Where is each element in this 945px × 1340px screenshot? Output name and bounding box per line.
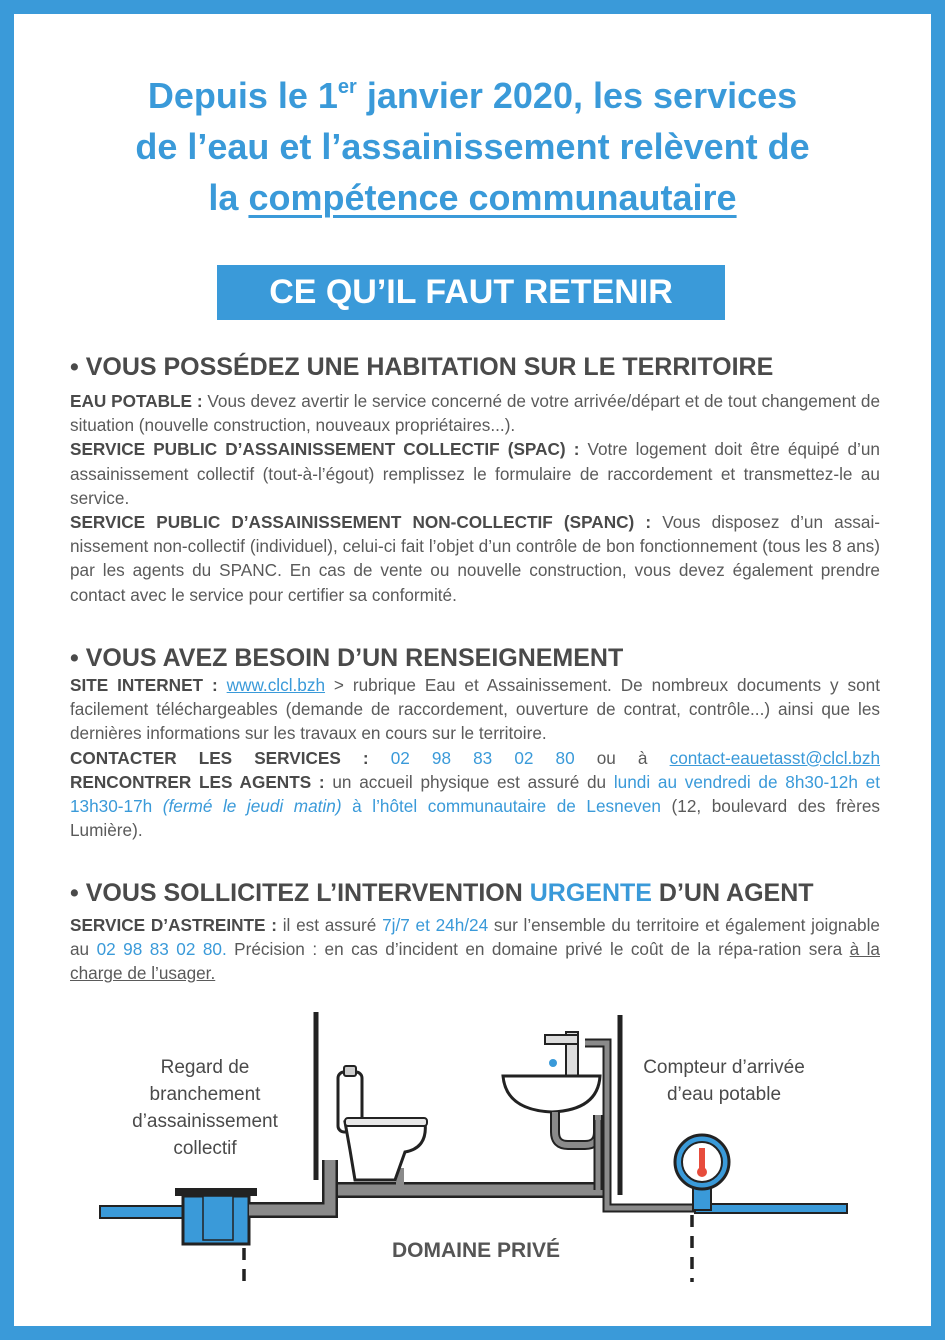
label-regard-line2: branchement xyxy=(149,1084,261,1105)
section-habitation-title: • VOUS POSSÉDEZ UNE HABITATION SUR LE TERRITOIRE xyxy=(70,353,774,381)
section-renseignement-body xyxy=(70,673,880,842)
contact-email-link[interactable]: contact-eauetasst@clcl.bzh xyxy=(669,747,881,768)
label-regard-branchement xyxy=(112,1054,298,1162)
urgence-title-start: • VOUS SOLLICITEZ L’INTERVENTION xyxy=(70,879,530,907)
title-underlined-phrase: compétence communautaire xyxy=(248,177,737,218)
urgence-title-end: D’UN AGENT xyxy=(651,879,814,907)
sewer-main-pipe xyxy=(100,1206,192,1218)
summary-banner-text: CE QU’IL FAUT RETENIR xyxy=(269,273,673,311)
label-regard-line4: collectif xyxy=(173,1138,237,1159)
label-regard-line3: d’assainissement xyxy=(132,1111,278,1132)
spanc-text: Vous disposez d’un assai-nissement non-collectif (individuel), celui-ci fait l’objet d’un contrôle de bon fonctionnement (tous les 8 ans) par les agents du SPANC. En cas de vente ou nouvelle construction, vous devez également prendre contact avec le service pour certifier sa conformité. xyxy=(70,512,880,605)
astreinte-hours: 7j/7 et 24h/24 xyxy=(382,915,489,935)
water-main-pipe xyxy=(695,1204,847,1213)
domaine-prive-label: DOMAINE PRIVÉ xyxy=(392,1239,561,1262)
water-meter-icon xyxy=(675,1135,729,1210)
spac-label: SERVICE PUBLIC D’ASSAINISSEMENT COLLECTIF (SPAC) : xyxy=(70,439,580,460)
contact-phone[interactable]: 02 98 83 02 80 xyxy=(390,747,575,768)
site-internet-label: SITE INTERNET : xyxy=(70,675,218,695)
section-urgence-title xyxy=(70,879,814,908)
page-title xyxy=(60,70,885,223)
opening-hours: lundi au vendredi de 8h30-12h et 13h30-17h xyxy=(70,771,881,817)
spanc-label: SERVICE PUBLIC D’ASSAINISSEMENT NON-COLLECTIF (SPANC) : xyxy=(70,512,652,533)
summary-banner xyxy=(217,265,725,320)
agents-label: RENCONTRER LES AGENTS : xyxy=(70,771,325,792)
section-renseignement-title: • VOUS AVEZ BESOIN D’UN RENSEIGNEMENT xyxy=(70,644,624,672)
label-compteur-line1: Compteur d’arrivée xyxy=(643,1057,805,1078)
astreinte-text-3: Précision : en cas d’incident en domaine privé le coût de la répa-ration sera xyxy=(226,939,850,960)
office-address: (12, boulevard des frères Lumière). xyxy=(70,796,880,841)
eau-potable-text: Vous devez avertir le service concerné de votre arrivée/départ et de tout changement de situation (nouvelle construction, nouveaux propriétaires...). xyxy=(70,391,881,436)
title-line1-start: Depuis le 1 xyxy=(147,75,338,116)
label-compteur-line2: d’eau potable xyxy=(666,1084,782,1105)
section-habitation-body xyxy=(70,389,880,607)
title-ordinal: er xyxy=(337,76,357,98)
charge-usager: à la charge de l’usager. xyxy=(70,939,880,984)
astreinte-label: SERVICE D’ASTREINTE : xyxy=(70,915,277,935)
sink-icon xyxy=(503,1032,600,1190)
title-line3-start: la xyxy=(208,177,249,218)
label-regard-line1: Regard de xyxy=(160,1057,250,1078)
section-urgence-body xyxy=(70,913,880,986)
eau-potable-label: EAU POTABLE : xyxy=(70,391,203,411)
title-line1-end: janvier 2020, les services xyxy=(356,75,798,116)
contact-label: CONTACTER LES SERVICES : xyxy=(70,747,369,768)
website-link[interactable]: www.clcl.bzh xyxy=(226,675,326,695)
toilet-icon xyxy=(338,1066,427,1180)
label-compteur xyxy=(624,1054,824,1108)
closed-note: (fermé le jeudi matin) xyxy=(162,796,342,817)
office-location: à l’hôtel communautaire de Lesneven xyxy=(341,796,661,817)
inspection-chamber-icon xyxy=(175,1188,257,1244)
site-internet-text: > rubrique Eau et Assainissement. De nombreux documents y sont facilement téléchargeables (demande de raccordement, ouverture de contrat, contrôle...) ainsi que les dernières informations sur les travaux en cours sur le territoire. xyxy=(70,675,880,744)
spac-text: Votre logement doit être équipé d’un assainissement collectif (tout-à-l’égout) remplissez le formulaire de raccordement et transmettez-le au service. xyxy=(70,439,880,508)
astreinte-text-2: sur l’ensemble du territoire et également joignable au xyxy=(70,915,880,960)
agents-text: un accueil physique est assuré du xyxy=(324,771,614,792)
contact-or: ou à xyxy=(596,747,648,768)
title-line2: de l’eau et l’assainissement relèvent de xyxy=(135,126,810,167)
astreinte-text: il est assuré xyxy=(276,915,383,935)
contact-line xyxy=(70,746,880,770)
urgence-title-accent: URGENTE xyxy=(529,879,652,907)
astreinte-phone[interactable]: 02 98 83 02 80. xyxy=(96,939,227,960)
